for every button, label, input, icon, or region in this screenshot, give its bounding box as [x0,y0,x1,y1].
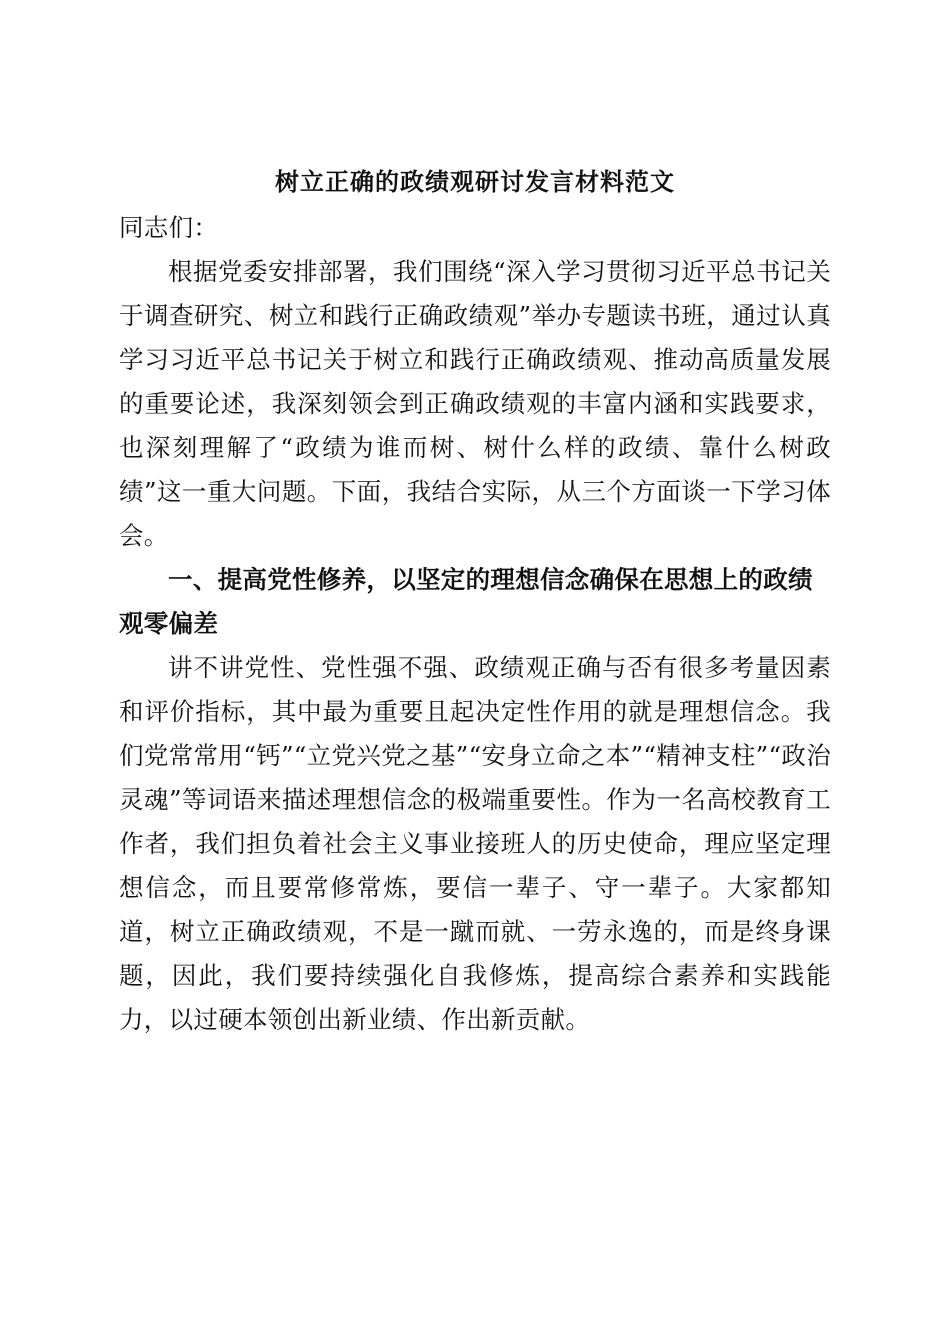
section-1-heading: 一、提高党性修养，以坚定的理想信念确保在思想上的政绩观零偏差 [119,565,813,638]
intro-paragraph: 根据党委安排部署，我们围绕“深入学习贯彻习近平总书记关于调查研究、树立和践行正确政绩观”举办专题读书班，通过认真学习习近平总书记关于树立和践行正确政绩观、推动高质量发展的重要论述，我深刻领会到正确政绩观的丰富内涵和实践要求，也深刻理解了“政绩为谁而树、树什么样的政绩、靠什么树政绩”这一重大问题。下面，我结合实际，从三个方面谈一下学习体会。 [119,257,831,550]
document-title: 树立正确的政绩观研讨发言材料范文 [275,168,675,196]
document-page [119,160,831,1042]
salutation: 同志们： [119,213,219,242]
section-1-paragraph: 讲不讲党性、党性强不强、政绩观正确与否有很多考量因素和评价指标，其中最为重要且起决定性作用的就是理想信念。我们党常常用“钙”“立党兴党之基”“安身立命之本”“精神支柱”“政治灵魂”等词语来描述理想信念的极端重要性。作为一名高校教育工作者，我们担负着社会主义事业接班人的历史使命，理应坚定理想信念，而且要常修常炼，要信一辈子、守一辈子。大家都知道，树立正确政绩观，不是一蹴而就、一劳永逸的，而是终身课题，因此，我们要持续强化自我修炼，提高综合素养和实践能力，以过硬本领创出新业绩、作出新贡献。 [119,653,831,1034]
